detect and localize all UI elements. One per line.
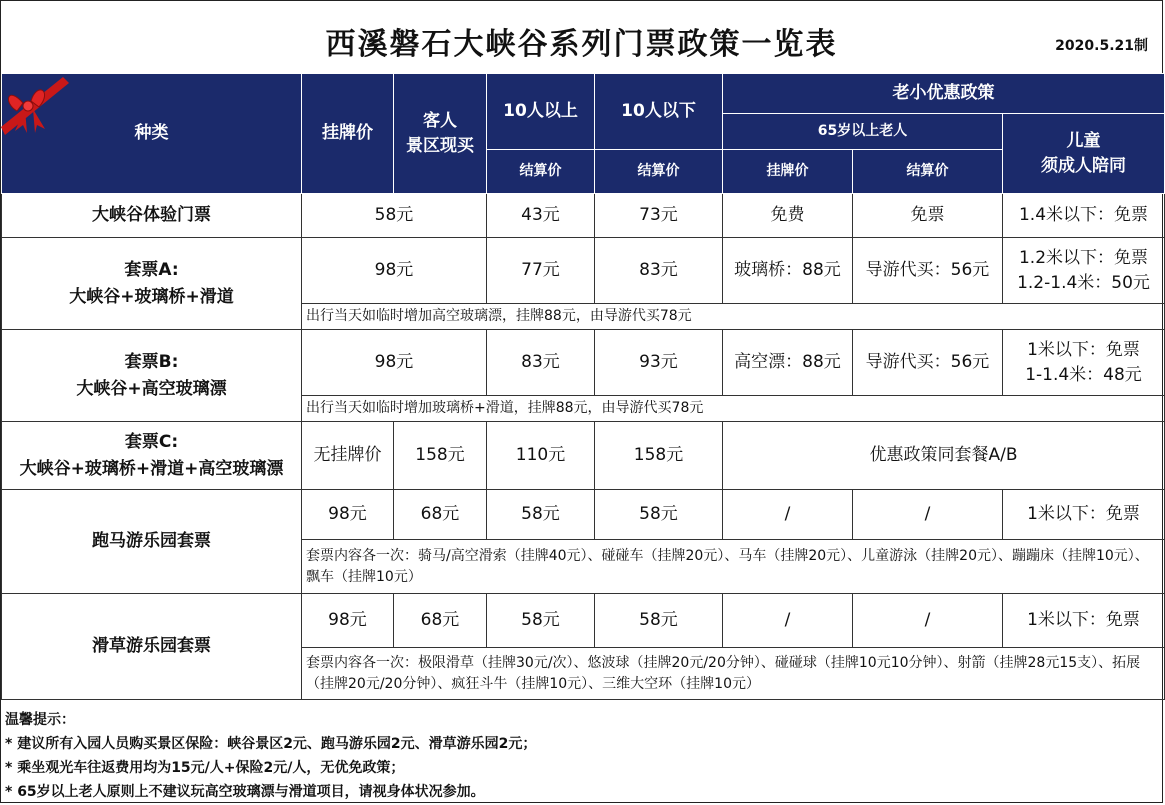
cell-price: 98元 [302,330,487,396]
cell-child-line1: 1.2米以下：免票 [1018,247,1149,268]
cell-10plus: 83元 [487,330,595,396]
page-title: 西溪磐石大峡谷系列门票政策一览表 [325,27,838,62]
header-senior-child-policy: 老小优惠政策 [723,74,1165,114]
cell-child [1003,330,1165,396]
cell-policy: 优惠政策同套餐A/B [723,422,1165,490]
cell-senior-list: 高空漂：88元 [723,330,853,396]
cell-10minus: 83元 [595,238,723,304]
cell-walkin: 158元 [394,422,487,490]
header-group-10minus: 10人以下 [595,74,723,150]
row-name-line2: 大峡谷+玻璃桥+滑道 [69,286,234,307]
tip-item: * 乘坐观光车往返费用均为15元/人+保险2元/人，无优免政策； [5,760,405,776]
row-name: 大峡谷体验门票 [2,194,302,238]
cell-senior-settle: 导游代买：56元 [853,238,1003,304]
row-name-line1: 套票A: [124,260,179,281]
row-name: 滑草游乐园套票 [2,594,302,700]
cell-senior-settle: 免票 [853,194,1003,238]
header-list-price: 挂牌价 [302,74,394,194]
header-walkin-line1: 客人 [423,110,457,131]
table-row [2,330,1165,396]
cell-senior-settle: 导游代买：56元 [853,330,1003,396]
cell-10minus: 93元 [595,330,723,396]
header-senior-list: 挂牌价 [723,150,853,194]
cell-10minus: 158元 [595,422,723,490]
header-walkin-line2: 景区现买 [406,135,474,156]
cell-walkin: 68元 [394,490,487,540]
table-row [2,194,1165,238]
cell-child-line2: 1.2-1.4米：50元 [1017,272,1150,293]
cell-child-line1: 1米以下：免票 [1027,339,1140,360]
cell-price: 98元 [302,238,487,304]
header-senior-settle: 结算价 [853,150,1003,194]
cell-price: 无挂牌价 [302,422,394,490]
table-row [2,594,1165,648]
header-group-10plus: 10人以上 [487,74,595,150]
tip-item: * 65岁以上老人原则上不建议玩高空玻璃漂与滑道项目，请视身体状况参加。 [5,784,485,800]
cell-child: 1米以下：免票 [1003,490,1165,540]
row-name-line1: 套票C: [124,432,179,453]
ticket-policy-table [1,73,1165,700]
header-settle-10plus: 结算价 [487,150,595,194]
header-child-line2: 须成人陪同 [1041,155,1126,176]
table-row [2,422,1165,490]
cell-10minus: 73元 [595,194,723,238]
cell-10plus: 110元 [487,422,595,490]
row-name [2,238,302,330]
cell-child-line2: 1-1.4米：48元 [1025,364,1142,385]
header-settle-10minus: 结算价 [595,150,723,194]
tips-section [5,708,536,804]
row-name-line2: 大峡谷+高空玻璃漂 [76,378,227,399]
row-note: 套票内容各一次：极限滑草（挂牌30元/次）、悠波球（挂牌20元/20分钟）、碰碰球（挂牌10元10分钟）、射箭（挂牌28元15支）、拓展（挂牌20元/20分钟）、疯狂斗牛（挂牌10元）、三维大空环（挂牌10元） [302,648,1165,700]
header-senior-65: 65岁以上老人 [723,114,1003,150]
cell-child: 1米以下：免票 [1003,594,1165,648]
cell-senior-settle: / [853,490,1003,540]
cell-10plus: 43元 [487,194,595,238]
cell-price: 98元 [302,594,394,648]
row-note: 出行当天如临时增加玻璃桥+滑道，挂牌88元，由导游代买78元 [302,396,1165,422]
cell-10plus: 58元 [487,490,595,540]
cell-senior-list: / [723,490,853,540]
tips-heading: 温馨提示： [5,712,75,728]
table-row [2,238,1165,304]
cell-senior-list: 免费 [723,194,853,238]
header-child-line1: 儿童 [1066,130,1101,151]
cell-walkin: 68元 [394,594,487,648]
row-name [2,330,302,422]
cell-price: 98元 [302,490,394,540]
tip-item: * 建议所有入园人员购买景区保险：峡谷景区2元、跑马游乐园2元、滑草游乐园2元； [5,736,537,752]
cell-10minus: 58元 [595,490,723,540]
row-name [2,422,302,490]
row-name: 跑马游乐园套票 [2,490,302,594]
cell-senior-list: / [723,594,853,648]
row-note: 出行当天如临时增加高空玻璃漂，挂牌88元，由导游代买78元 [302,304,1165,330]
row-note: 套票内容各一次：骑马/高空滑索（挂牌40元）、碰碰车（挂牌20元）、马车（挂牌20元）、儿童游泳（挂牌20元）、蹦蹦床（挂牌10元）、飘车（挂牌10元） [302,540,1165,594]
cell-child [1003,238,1165,304]
header-walkin [394,74,487,194]
cell-10minus: 58元 [595,594,723,648]
date-stamp: 2020.5.21制 [1055,38,1148,54]
header-category: 种类 [2,74,302,194]
cell-senior-settle: / [853,594,1003,648]
cell-10plus: 58元 [487,594,595,648]
header-child [1003,114,1165,194]
row-name-line1: 套票B: [124,352,179,373]
row-name-line2: 大峡谷+玻璃桥+滑道+高空玻璃漂 [19,458,284,479]
cell-10plus: 77元 [487,238,595,304]
table-row [2,490,1165,540]
cell-child: 1.4米以下：免票 [1003,194,1165,238]
cell-senior-list: 玻璃桥：88元 [723,238,853,304]
cell-price: 58元 [302,194,487,238]
